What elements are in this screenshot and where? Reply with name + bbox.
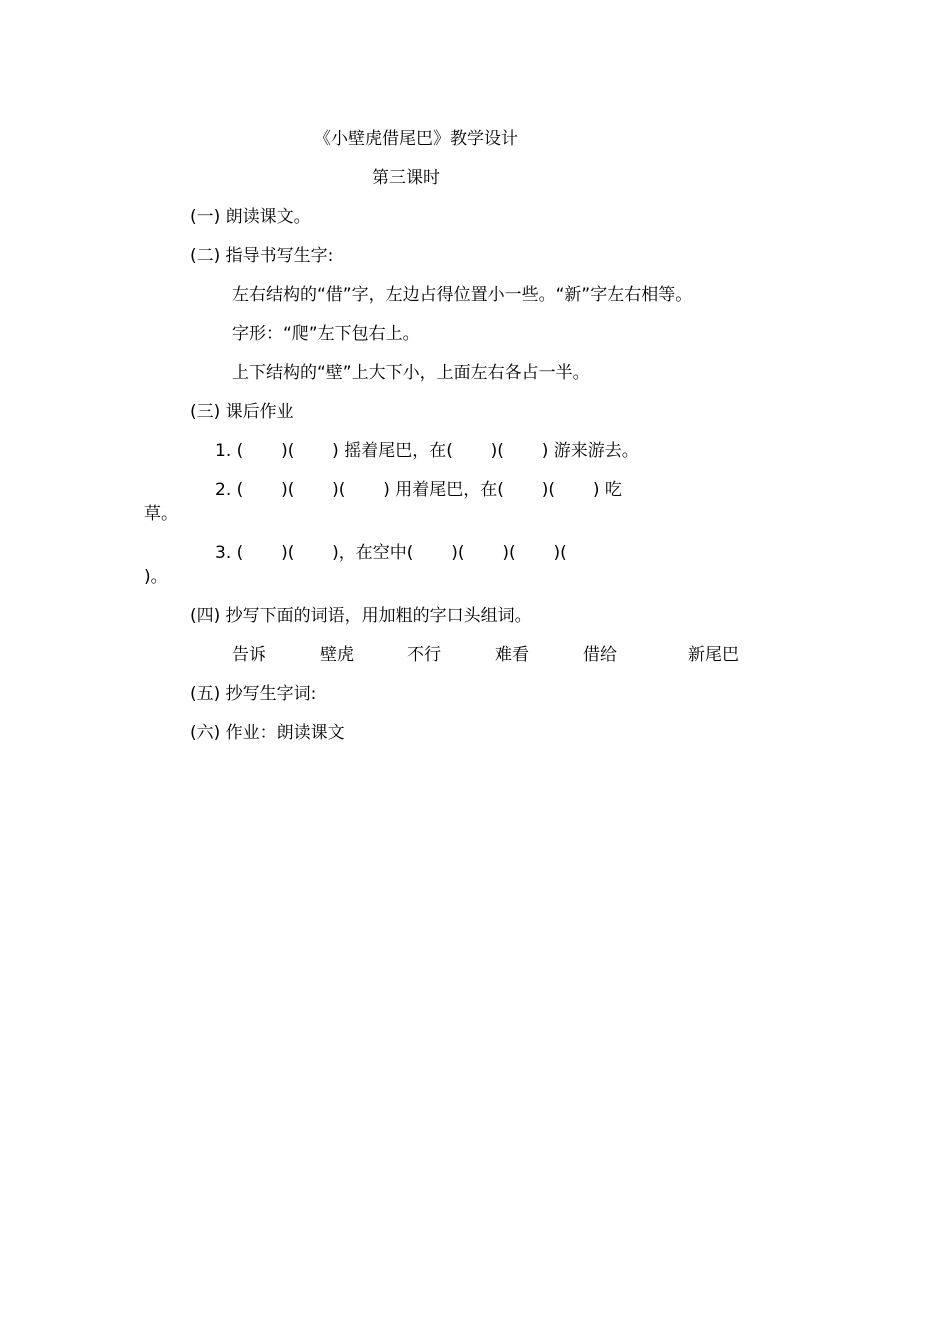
word-item: 新尾巴 (688, 645, 739, 665)
word-item: 告诉 (232, 645, 266, 665)
word-item: 借给 (583, 645, 617, 665)
section-4: (四) 抄写下面的词语，用加粗的字口头组词。 (190, 606, 532, 626)
section-5: (五) 抄写生字词: (190, 684, 317, 704)
writing-note-1: 左右结构的“借”字，左边占得位置小一些。“新”字左右相等。 (232, 285, 693, 305)
section-1: (一) 朗读课文。 (190, 207, 311, 227)
document-subtitle: 第三课时 (372, 168, 440, 188)
word-item: 不行 (407, 645, 441, 665)
writing-note-2: 字形：“爬”左下包右上。 (232, 324, 420, 344)
word-item: 难看 (495, 645, 529, 665)
section-3: (三) 课后作业 (190, 402, 294, 422)
section-6: (六) 作业：朗读课文 (190, 723, 345, 743)
exercise-3-line-1: 3. ( )( )，在空中( )( )( )( (215, 543, 567, 563)
writing-note-3: 上下结构的“壁”上大下小，上面左右各占一半。 (232, 363, 590, 383)
exercise-2-line-2: 草。 (144, 504, 178, 524)
exercise-1: 1. ( )( ) 摇着尾巴，在( )( ) 游来游去。 (215, 441, 639, 461)
exercise-3-line-2: )。 (144, 567, 168, 587)
word-item: 壁虎 (320, 645, 354, 665)
exercise-2-line-1: 2. ( )( )( ) 用着尾巴，在( )( ) 吃 (215, 480, 622, 500)
section-2: (二) 指导书写生字: (190, 246, 334, 266)
document-title: 《小壁虎借尾巴》教学设计 (314, 129, 518, 149)
